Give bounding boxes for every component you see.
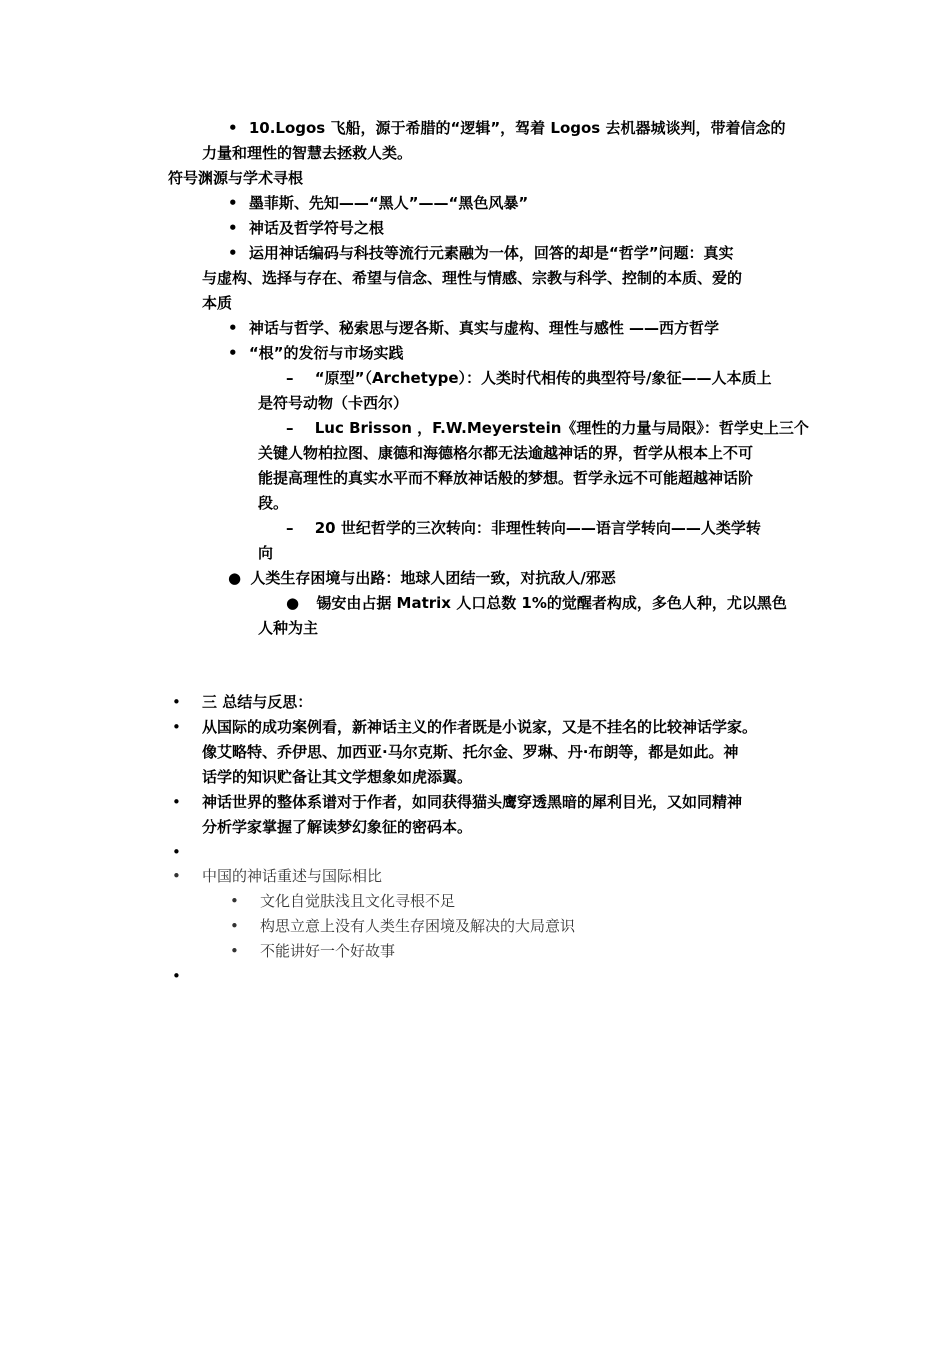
item-continuation: 能提高理性的真实水平而不释放神话般的梦想。哲学永远不可能超越神话阶 (258, 469, 754, 487)
item-text: 人类生存困境与出路：地球人团结一致，对抗敌人/邪恶 (250, 569, 616, 587)
item-text: 文化自觉肤浅且文化寻根不足 (260, 892, 456, 910)
bullet-item-roots (228, 218, 384, 238)
item-text: “原型”（Archetype）：人类时代相传的典型符号/象征——人本质上 (314, 369, 772, 387)
bullet-item-survival (228, 568, 616, 588)
bullet-item-morpheus (228, 193, 528, 213)
bullet-item-logos (228, 118, 785, 138)
bullet-marker: • (228, 119, 238, 137)
item-text: 墨菲斯、先知——“黑人”——“黑色风暴” (248, 194, 529, 212)
bullet-item-p1 (172, 717, 758, 737)
item-text: 运用神话编码与科技等流行元素融为一体，回答的却是“哲学”问题：真实 (248, 244, 734, 262)
bullet-marker: • (172, 793, 181, 811)
item-text: 20 世纪哲学的三次转向：非理性转向——语言学转向——人类学转 (314, 519, 761, 537)
item-continuation: 是符号动物（卡西尔） (258, 394, 409, 412)
bullet-marker: • (230, 892, 239, 910)
bullet-marker: • (228, 344, 238, 362)
item-continuation: 本质 (202, 294, 233, 312)
section-heading: 符号渊源与学术寻根 (168, 169, 304, 187)
item-continuation: 分析学家掌握了解读梦幻象征的密码本。 (202, 818, 473, 836)
bullet-item-empty (172, 842, 181, 862)
bullet-marker: ● (286, 594, 300, 612)
bullet-item-western (228, 318, 719, 338)
item-text: 从国际的成功案例看，新神话主义的作者既是小说家，又是不挂名的比较神话学家。 (202, 718, 758, 736)
dash-marker: – (286, 519, 294, 537)
bullet-item-empty (172, 966, 181, 986)
item-text: 锡安由占据 Matrix 人口总数 1%的觉醒者构成，多色人种，尤以黑色 (316, 594, 787, 612)
item-continuation: 关键人物柏拉图、康德和海德格尔都无法逾越神话的界，哲学从根本上不可 (258, 444, 754, 462)
item-text: “根”的发衍与市场实践 (248, 344, 404, 362)
item-continuation: 向 (258, 544, 274, 562)
item-text: 神话及哲学符号之根 (248, 219, 384, 237)
sub-item-zion (286, 593, 787, 613)
dash-marker: – (286, 419, 294, 437)
item-continuation: 人种为主 (258, 619, 319, 637)
item-continuation: 段。 (258, 494, 289, 512)
item-continuation: 话学的知识贮备让其文学想象如虎添翼。 (202, 768, 473, 786)
bullet-marker: • (230, 942, 239, 960)
bullet-item-p2 (172, 792, 743, 812)
bullet-marker: ● (228, 569, 242, 587)
item-text: 构思立意上没有人类生存困境及解决的大局意识 (260, 917, 576, 935)
item-continuation: 与虚构、选择与存在、希望与信念、理性与情感、宗教与科学、控制的本质、爱的 (202, 269, 743, 287)
bullet-item-china (172, 866, 383, 886)
sub-item-turns (286, 518, 761, 538)
bullet-marker: • (228, 219, 238, 237)
item-text: 神话世界的整体系谱对于作者，如同获得猫头鹰穿透黑暗的犀利目光，又如同精神 (202, 793, 743, 811)
item-text: Luc Brisson ，F.W.Meyerstein《理性的力量与局限》：哲学史上三个 (314, 419, 809, 437)
bullet-item-root-practice (228, 343, 404, 363)
bullet-marker: • (172, 967, 181, 985)
item-text: 中国的神话重述与国际相比 (202, 867, 383, 885)
china-sub-item (230, 891, 456, 911)
bullet-marker: • (230, 917, 239, 935)
bullet-marker: • (228, 319, 238, 337)
bullet-marker: • (228, 244, 238, 262)
bullet-marker: • (172, 718, 181, 736)
item-text: 神话与哲学、秘索思与逻各斯、真实与虚构、理性与感性 ——西方哲学 (248, 319, 720, 337)
item-continuation: 像艾略特、乔伊思、加西亚·马尔克斯、托尔金、罗琳、丹·布朗等，都是如此。神 (202, 743, 739, 761)
bullet-marker: • (228, 194, 238, 212)
china-sub-item (230, 916, 576, 936)
bullet-marker: • (172, 843, 181, 861)
section-title: 三 总结与反思： (202, 693, 313, 711)
bullet-item-summary-title (172, 692, 313, 712)
item-text: 不能讲好一个好故事 (260, 942, 396, 960)
china-sub-item (230, 941, 396, 961)
sub-item-archetype (286, 368, 772, 388)
item-text: 10.Logos 飞船，源于希腊的“逻辑”，驾着 Logos 去机器城谈判，带着信念的 (248, 119, 786, 137)
item-continuation: 力量和理性的智慧去拯救人类。 (202, 144, 413, 162)
sub-item-brisson (286, 418, 809, 438)
bullet-item-fusion (228, 243, 734, 263)
dash-marker: – (286, 369, 294, 387)
bullet-marker: • (172, 867, 181, 885)
bullet-marker: • (172, 693, 181, 711)
